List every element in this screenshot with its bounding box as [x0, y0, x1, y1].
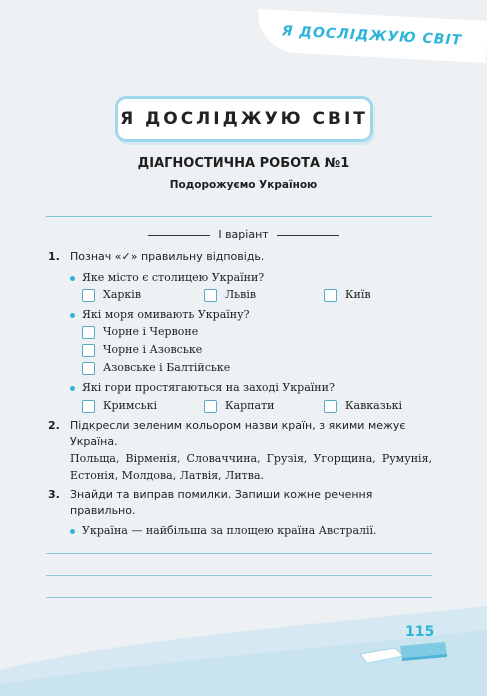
corner-section-tag: Я ДОСЛІДЖУЮ СВІТ	[256, 9, 487, 63]
answer-line-3[interactable]	[46, 597, 432, 598]
option-kharkiv[interactable]	[82, 288, 141, 302]
option-label: Львів	[225, 288, 257, 301]
question-1-number: 1.	[48, 250, 60, 263]
option-crimean[interactable]	[82, 399, 157, 413]
variant-heading	[0, 228, 487, 241]
question-3	[48, 487, 432, 519]
checkbox[interactable]	[82, 326, 95, 339]
checkbox[interactable]	[204, 400, 217, 413]
question-2-number: 2.	[48, 419, 60, 432]
checkbox[interactable]	[82, 289, 95, 302]
checkbox[interactable]	[204, 289, 217, 302]
option-black-red[interactable]	[82, 325, 198, 339]
divider-line	[46, 216, 432, 217]
books-icon	[355, 632, 450, 667]
question-1c-text: Які гори простягаються на заході України?	[82, 381, 335, 394]
option-label: Кавказькі	[345, 399, 403, 412]
question-2-text-line2: Україна.	[70, 435, 118, 448]
answer-line-1[interactable]	[46, 553, 432, 554]
option-caucasus[interactable]	[324, 399, 402, 413]
option-label: Чорне і Червоне	[103, 325, 199, 338]
page-title: Я ДОСЛІДЖУЮ СВІТ	[115, 96, 373, 142]
test-subtitle: Подорожуємо Україною	[169, 179, 318, 191]
option-lviv[interactable]	[204, 288, 256, 302]
checkbox[interactable]	[82, 400, 95, 413]
checkbox[interactable]	[82, 344, 95, 357]
checkbox[interactable]	[82, 362, 95, 375]
question-3-number: 3.	[48, 488, 60, 501]
variant-dash-right	[277, 235, 339, 236]
checkbox[interactable]	[324, 289, 337, 302]
option-label: Київ	[345, 288, 371, 301]
bullet-dot	[70, 276, 75, 281]
bullet-dot	[70, 529, 75, 534]
bullet-dot	[70, 313, 75, 318]
question-1-text: Познач «✓» правильну відповідь.	[70, 250, 265, 263]
question-3-sentence	[70, 523, 377, 539]
question-1c	[70, 380, 335, 396]
option-azov-baltic[interactable]	[82, 361, 230, 375]
question-1b-text: Які моря омивають Україну?	[82, 308, 250, 321]
option-carpathians[interactable]	[204, 399, 274, 413]
question-3-text-line2: правильно.	[70, 504, 136, 517]
option-label: Кримські	[103, 399, 157, 412]
question-1a	[70, 270, 264, 286]
variant-dash-left	[148, 235, 210, 236]
question-1	[48, 249, 432, 265]
question-3-sentence-text: Україна — найбільша за площею країна Австралії.	[82, 524, 377, 537]
question-1b	[70, 307, 249, 323]
option-label: Азовське і Балтійське	[103, 361, 231, 374]
question-1a-text: Яке місто є столицею України?	[82, 271, 265, 284]
option-black-azov[interactable]	[82, 343, 202, 357]
bullet-dot	[70, 386, 75, 391]
option-kyiv[interactable]	[324, 288, 371, 302]
variant-label: І варіант	[218, 228, 269, 241]
question-2	[48, 418, 432, 450]
question-2-text-line1: Підкресли зеленим кольором назви країн, з якими межує	[70, 419, 406, 432]
answer-line-2[interactable]	[46, 575, 432, 576]
question-3-text-line1: Знайди та виправ помилки. Запиши кожне речення	[70, 488, 373, 501]
option-label: Харків	[103, 288, 142, 301]
checkbox[interactable]	[324, 400, 337, 413]
page-number: 115	[405, 624, 435, 640]
option-label: Чорне і Азовське	[103, 343, 203, 356]
option-label: Карпати	[225, 399, 275, 412]
countries-list: Польща, Вірменія, Словаччина, Грузія, Угорщина, Румунія, Естонія, Молдова, Латвія, Литва.	[70, 452, 432, 482]
test-title: ДІАГНОСТИЧНА РОБОТА №1	[137, 156, 350, 171]
